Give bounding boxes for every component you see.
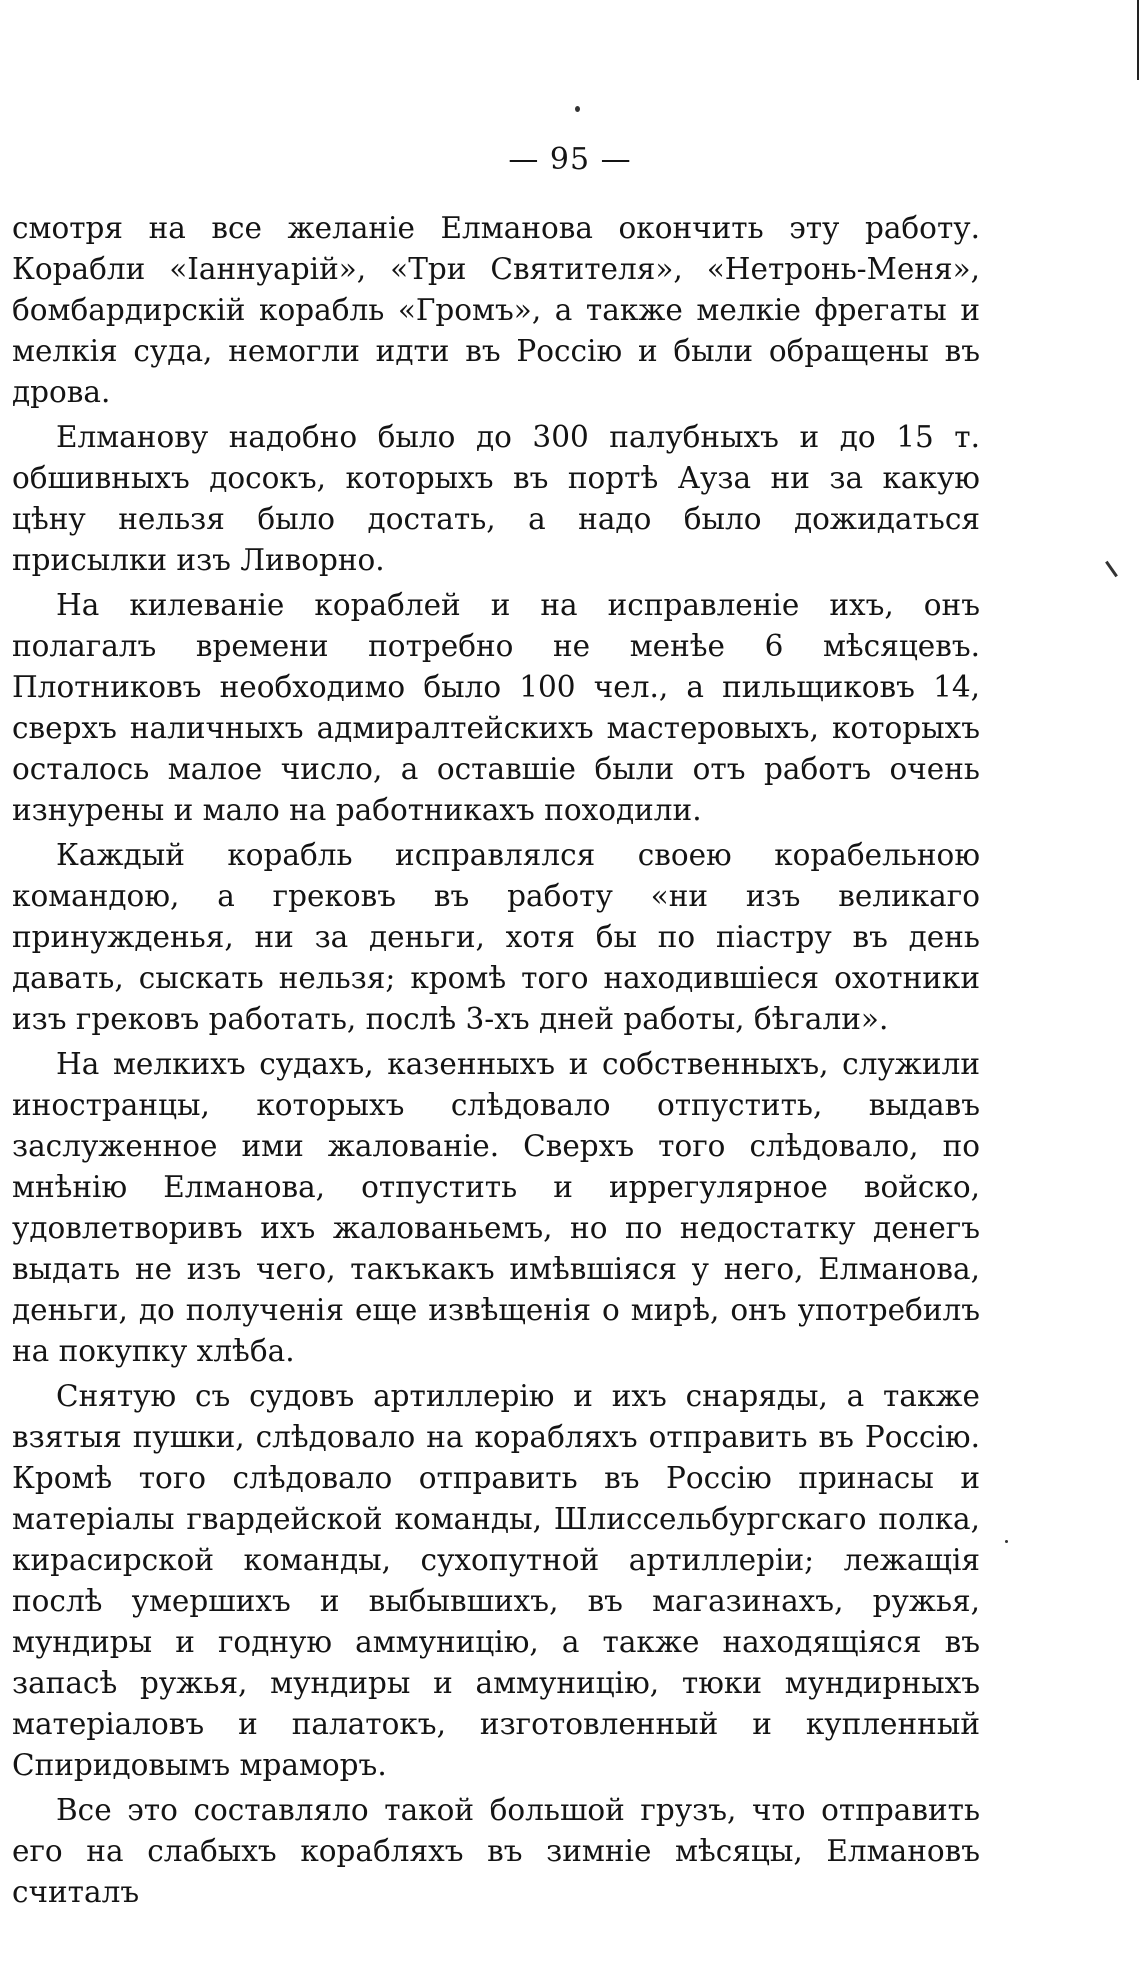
paragraph: Елманову надобно было до 300 палубныхъ и до 15 т. обшивныхъ досокъ, которыхъ въ портѣ Ауза ни за какую цѣну нельзя было достать, а надо было дожидаться присылки изъ Ливорно. — [12, 420, 980, 577]
paragraph: Снятую съ судовъ артиллерію и ихъ снаряды, а также взятыя пушки, слѣдовало на корабляхъ отправить въ Россію. Кромѣ того слѣдовало отправить въ Россію принасы и матеріалы гвардейской команды, Шлиссельбургскаго полка, кирасирской команды, сухопутной артиллеріи; лежащія послѣ умершихъ и выбывшихъ, въ магазинахъ, ружья, мундиры и годную аммуницію, а также находящіяся въ запасѣ ружья, мундиры и аммуницію, тюки мундирныхъ матеріаловъ и палатокъ, изготовленный и купленный Спиридовымъ мраморъ. — [12, 1379, 980, 1782]
ink-speck — [1005, 1540, 1008, 1543]
ink-speck — [575, 106, 580, 112]
paragraph: На мелкихъ судахъ, казенныхъ и собственныхъ, служили иностранцы, которыхъ слѣдовало отпустить, выдавъ заслуженное ими жалованіе. Сверхъ того слѣдовало, по мнѣнію Елманова, отпустить и иррегулярное войско, удовлетворивъ ихъ жалованьемъ, но по недостатку денегъ выдать не изъ чего, такъкакъ имѣвшіяся у него, Елманова, деньги, до полученія еще извѣщенія о мирѣ, онъ употребилъ на покупку хлѣба. — [12, 1047, 980, 1368]
page-number: — 95 — — [508, 142, 632, 177]
paragraph: Каждый корабль исправлялся своею корабельною командою, а грековъ въ работу «ни изъ великаго принужденья, ни за деньги, хотя бы по піастру въ день давать, сыскать нельзя; кромѣ того находившіеся охотники изъ грековъ работать, послѣ 3-хъ дней работы, бѣгали». — [12, 838, 980, 1036]
paragraph: Все это составляло такой большой грузъ, что отправить его на слабыхъ корабляхъ въ зимніе мѣсяцы, Елмановъ считалъ — [12, 1793, 980, 1909]
paragraph: смотря на все желаніе Елманова окончить эту работу. Корабли «Іаннуарій», «Три Святителя», «Нетронь-Меня», бомбардирскій корабль «Громъ», а также мелкіе фрегаты и мелкія суда, немогли идти въ Россію и были обращены въ дрова. — [12, 211, 980, 409]
paragraph: На килеваніе кораблей и на исправленіе ихъ, онъ полагалъ времени потребно не менѣе 6 мѣсяцевъ. Плотниковъ необходимо было 100 чел., а пильщиковъ 14, сверхъ наличныхъ адмиралтейскихъ мастеровыхъ, которыхъ осталось малое число, а оставшіе были отъ работъ очень изнурены и мало на работникахъ походили. — [12, 588, 980, 827]
ink-mark — [1105, 561, 1118, 577]
text-body — [12, 208, 980, 1917]
page-edge-line — [1137, 0, 1139, 80]
